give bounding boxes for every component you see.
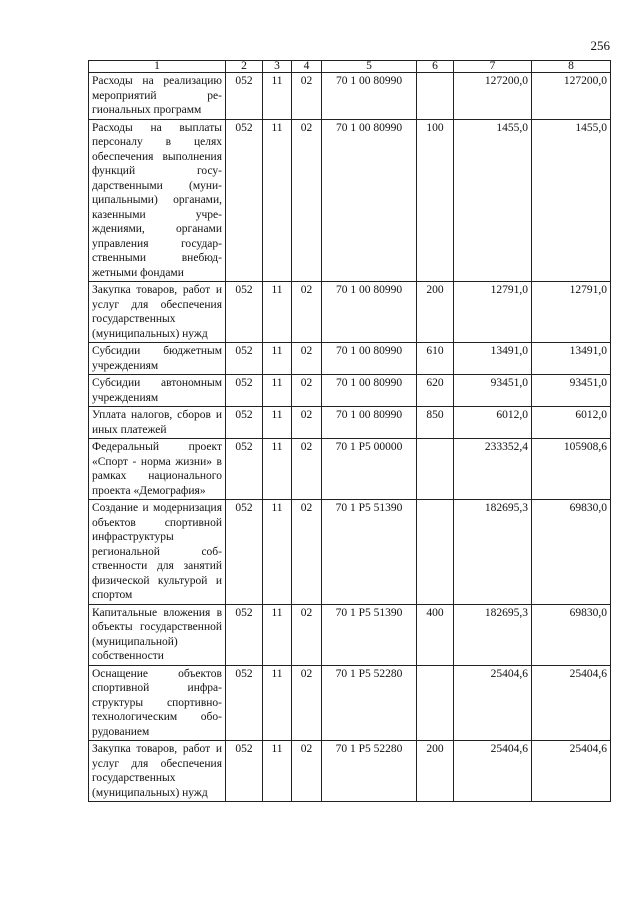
item-name-cell: Субсидии автономным учреждениям [89, 375, 226, 407]
ministry-code-cell: 052 [226, 500, 263, 605]
subsection-code-cell: 02 [292, 500, 322, 605]
section-code-cell: 11 [263, 282, 292, 343]
amount-2021-cell: 13491,0 [454, 343, 532, 375]
column-header: 2 [226, 61, 263, 73]
item-name-cell: Капитальные вложения в объекты государственной (муниципальной) собственности [89, 604, 226, 665]
amount-2022-cell: 69830,0 [532, 604, 611, 665]
target-article-cell: 70 1 P5 51390 [322, 604, 417, 665]
column-header: 6 [417, 61, 454, 73]
table-row [89, 343, 611, 375]
section-code-cell: 11 [263, 73, 292, 120]
item-name-cell: Расходы на реализацию мероприятий региональных программ [89, 73, 226, 120]
amount-2022-cell: 13491,0 [532, 343, 611, 375]
section-code-cell: 11 [263, 119, 292, 282]
amount-2021-cell: 6012,0 [454, 407, 532, 439]
amount-2022-cell: 25404,6 [532, 741, 611, 802]
target-article-cell: 70 1 P5 52280 [322, 741, 417, 802]
amount-2022-cell: 105908,6 [532, 439, 611, 500]
section-code-cell: 11 [263, 604, 292, 665]
amount-2021-cell: 25404,6 [454, 741, 532, 802]
section-code-cell: 11 [263, 407, 292, 439]
table-row [89, 604, 611, 665]
ministry-code-cell: 052 [226, 343, 263, 375]
ministry-code-cell: 052 [226, 73, 263, 120]
amount-2021-cell: 93451,0 [454, 375, 532, 407]
table-row [89, 741, 611, 802]
amount-2022-cell: 25404,6 [532, 665, 611, 741]
expense-type-cell: 850 [417, 407, 454, 439]
item-name-cell: Расходы на выплаты персоналу в целях обеспечения выполнения функций государственными (муниципальными) органами, казенными учреждениями, органами управления государственными внебюджетными фондами [89, 119, 226, 282]
table-row [89, 73, 611, 120]
table-row [89, 375, 611, 407]
ministry-code-cell: 052 [226, 282, 263, 343]
expense-type-cell: 200 [417, 741, 454, 802]
column-header: 3 [263, 61, 292, 73]
section-code-cell: 11 [263, 375, 292, 407]
amount-2022-cell: 1455,0 [532, 119, 611, 282]
item-name-cell: Субсидии бюджетным учреждениям [89, 343, 226, 375]
expense-type-cell [417, 73, 454, 120]
amount-2022-cell: 93451,0 [532, 375, 611, 407]
column-header: 8 [532, 61, 611, 73]
column-header: 1 [89, 61, 226, 73]
target-article-cell: 70 1 00 80990 [322, 73, 417, 120]
expense-type-cell [417, 665, 454, 741]
subsection-code-cell: 02 [292, 73, 322, 120]
target-article-cell: 70 1 00 80990 [322, 282, 417, 343]
expense-type-cell: 100 [417, 119, 454, 282]
section-code-cell: 11 [263, 741, 292, 802]
ministry-code-cell: 052 [226, 119, 263, 282]
amount-2021-cell: 233352,4 [454, 439, 532, 500]
ministry-code-cell: 052 [226, 665, 263, 741]
table-row [89, 500, 611, 605]
subsection-code-cell: 02 [292, 343, 322, 375]
subsection-code-cell: 02 [292, 282, 322, 343]
item-name-cell: Уплата налогов, сборов и иных платежей [89, 407, 226, 439]
table-row [89, 665, 611, 741]
amount-2021-cell: 25404,6 [454, 665, 532, 741]
expense-type-cell [417, 439, 454, 500]
section-code-cell: 11 [263, 343, 292, 375]
expense-type-cell: 610 [417, 343, 454, 375]
target-article-cell: 70 1 P5 51390 [322, 500, 417, 605]
section-code-cell: 11 [263, 439, 292, 500]
section-code-cell: 11 [263, 500, 292, 605]
table-header [89, 61, 611, 73]
target-article-cell: 70 1 00 80990 [322, 343, 417, 375]
amount-2021-cell: 1455,0 [454, 119, 532, 282]
page-number: 256 [590, 38, 610, 53]
item-name-cell: Закупка товаров, работ и услуг для обеспечения государственных (муниципальных) нужд [89, 282, 226, 343]
expense-type-cell: 620 [417, 375, 454, 407]
ministry-code-cell: 052 [226, 407, 263, 439]
table-body [89, 73, 611, 802]
section-code-cell: 11 [263, 665, 292, 741]
ministry-code-cell: 052 [226, 439, 263, 500]
column-header: 5 [322, 61, 417, 73]
item-name-cell: Создание и модернизация объектов спортивной инфраструктуры региональной собственности для занятий физической культурой и спортом [89, 500, 226, 605]
item-name-cell: Оснащение объектов спортивной инфраструктуры спортивно-технологическим оборудованием [89, 665, 226, 741]
ministry-code-cell: 052 [226, 604, 263, 665]
ministry-code-cell: 052 [226, 375, 263, 407]
amount-2021-cell: 127200,0 [454, 73, 532, 120]
item-name-cell: Федеральный проект «Спорт - норма жизни» в рамках национального проекта «Демография» [89, 439, 226, 500]
target-article-cell: 70 1 00 80990 [322, 119, 417, 282]
expense-type-cell: 200 [417, 282, 454, 343]
amount-2021-cell: 182695,3 [454, 500, 532, 605]
target-article-cell: 70 1 00 80990 [322, 375, 417, 407]
column-header: 7 [454, 61, 532, 73]
subsection-code-cell: 02 [292, 665, 322, 741]
column-header: 4 [292, 61, 322, 73]
table-row [89, 282, 611, 343]
column-number-row [89, 61, 611, 73]
item-name-cell: Закупка товаров, работ и услуг для обеспечения государственных (муниципальных) нужд [89, 741, 226, 802]
budget-table [88, 60, 611, 802]
expense-type-cell [417, 500, 454, 605]
target-article-cell: 70 1 P5 52280 [322, 665, 417, 741]
amount-2022-cell: 6012,0 [532, 407, 611, 439]
ministry-code-cell: 052 [226, 741, 263, 802]
subsection-code-cell: 02 [292, 741, 322, 802]
subsection-code-cell: 02 [292, 439, 322, 500]
amount-2021-cell: 182695,3 [454, 604, 532, 665]
amount-2022-cell: 12791,0 [532, 282, 611, 343]
table-row [89, 439, 611, 500]
subsection-code-cell: 02 [292, 375, 322, 407]
amount-2022-cell: 69830,0 [532, 500, 611, 605]
target-article-cell: 70 1 00 80990 [322, 407, 417, 439]
expense-type-cell: 400 [417, 604, 454, 665]
subsection-code-cell: 02 [292, 604, 322, 665]
table-row [89, 119, 611, 282]
table-row [89, 407, 611, 439]
target-article-cell: 70 1 P5 00000 [322, 439, 417, 500]
subsection-code-cell: 02 [292, 119, 322, 282]
amount-2021-cell: 12791,0 [454, 282, 532, 343]
subsection-code-cell: 02 [292, 407, 322, 439]
amount-2022-cell: 127200,0 [532, 73, 611, 120]
